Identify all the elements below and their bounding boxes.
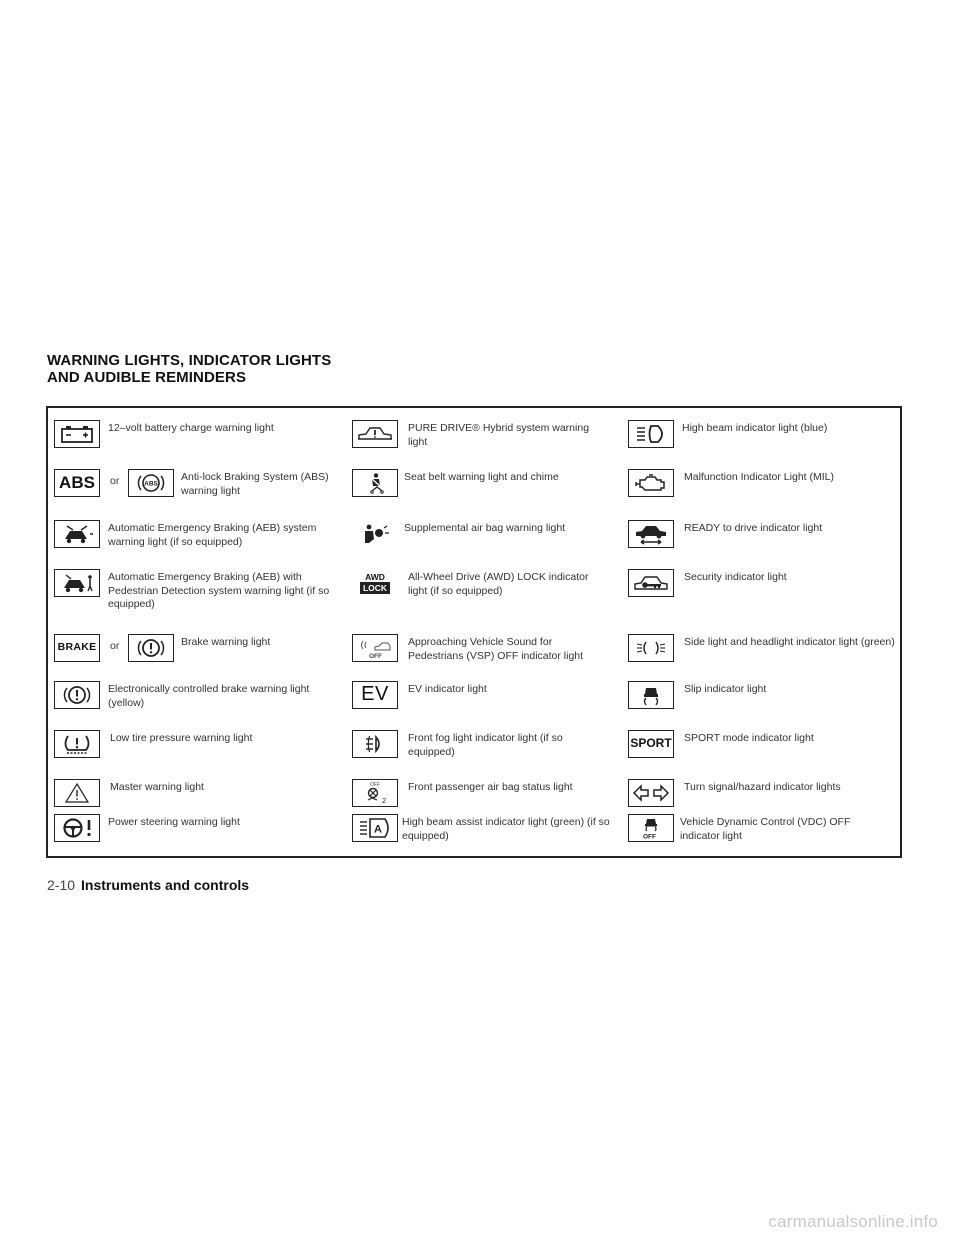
entry-ready: [628, 520, 898, 560]
entry-hybrid-warning: [352, 420, 612, 460]
entry-high-beam: [628, 420, 898, 460]
abs-text-icon: [54, 469, 100, 497]
entry-label: Approaching Vehicle Sound for Pedestrians (VSP) OFF indicator light: [408, 636, 584, 662]
tire-pressure-icon: [54, 730, 100, 758]
entry-security: [628, 569, 898, 609]
entry-seat-belt: [352, 469, 612, 509]
entry-fog-light: [352, 730, 612, 770]
page-footer: [47, 877, 249, 893]
air-bag-icon: [352, 520, 398, 548]
svg-text:2: 2: [382, 796, 387, 805]
ev-icon: [352, 681, 398, 709]
entry-label: Vehicle Dynamic Control (VDC) OFF indicator light: [680, 816, 851, 842]
entry-passenger-airbag: [352, 779, 612, 819]
entry-label: EV indicator light: [408, 683, 487, 695]
entry-high-beam-assist: [352, 814, 622, 854]
engine-icon: [628, 469, 674, 497]
entry-sport: [628, 730, 898, 770]
entry-label: High beam indicator light (blue): [682, 422, 828, 434]
entry-label: Security indicator light: [684, 571, 787, 583]
entry-label: Supplemental air bag warning light: [404, 522, 566, 534]
battery-icon: [54, 420, 100, 448]
slip-icon: [628, 681, 674, 709]
entry-label: High beam assist indicator light (green) (if so equipped): [402, 816, 610, 842]
section-title: [47, 352, 331, 386]
entry-power-steering: [54, 814, 344, 854]
power-steering-icon: [54, 814, 100, 842]
svg-text:OFF: OFF: [370, 782, 380, 788]
vsp-off-icon: [352, 634, 398, 662]
brake-text: BRAKE: [57, 641, 97, 654]
brake-circle-icon: [128, 634, 174, 662]
e-brake-icon: [54, 681, 100, 709]
entry-label: Master warning light: [110, 781, 204, 793]
entry-label: Low tire pressure warning light: [110, 732, 253, 744]
entry-label: Electronically controlled brake warning light (yellow): [108, 683, 310, 709]
seat-belt-icon: [352, 469, 398, 497]
hybrid-car-warning-icon: [352, 420, 398, 448]
page-number: 2-10: [47, 877, 76, 893]
entry-label: All-Wheel Drive (AWD) LOCK indicator light (if so equipped): [408, 571, 589, 597]
entry-label: Anti-lock Braking System (ABS) warning light: [181, 471, 329, 497]
watermark: carmanualsonline.info: [768, 1212, 938, 1231]
abs-circle-icon: [128, 469, 174, 497]
entry-label: Seat belt warning light and chime: [404, 471, 559, 483]
entry-label: Malfunction Indicator Light (MIL): [684, 471, 834, 483]
section-title-line-1: WARNING LIGHTS, INDICATOR LIGHTS: [47, 352, 332, 369]
entry-label: SPORT mode indicator light: [684, 732, 814, 744]
abs-text: ABS: [59, 473, 95, 493]
high-beam-icon: [628, 420, 674, 448]
sport-mode-icon: [628, 730, 674, 758]
entry-brake: [54, 634, 344, 674]
entry-label: PURE DRIVE® Hybrid system warning light: [408, 422, 590, 448]
ready-car-icon: [628, 520, 674, 548]
entry-label: Front passenger air bag status light: [408, 781, 573, 793]
brake-text-icon: [54, 634, 100, 662]
entry-label: Power steering warning light: [108, 816, 240, 828]
sport-text: SPORT: [630, 736, 672, 751]
vsp-off-text: OFF: [369, 653, 382, 660]
security-key-icon: [628, 569, 674, 597]
entry-tire-pressure: [54, 730, 344, 770]
entry-vdc-off: [628, 814, 898, 854]
fog-light-icon: [352, 730, 398, 758]
high-beam-assist-icon: [352, 814, 398, 842]
entry-label: Brake warning light: [181, 636, 271, 648]
entry-side-light: [628, 634, 903, 674]
entry-label: Side light and headlight indicator light (green): [684, 636, 895, 648]
svg-text:ABS: ABS: [144, 480, 158, 488]
aeb-pedestrian-icon: [54, 569, 100, 597]
entry-awd-lock: [352, 569, 612, 609]
entry-e-brake: [54, 681, 344, 721]
entry-abs: [54, 469, 344, 509]
warning-lights-panel: [46, 406, 902, 858]
entry-ev: [352, 681, 612, 721]
entry-master-warning: [54, 779, 344, 819]
awd-text: AWD: [365, 572, 385, 582]
side-light-icon: [628, 634, 674, 662]
entry-label: READY to drive indicator light: [684, 522, 823, 534]
master-warning-icon: [54, 779, 100, 807]
section-title-line-2: AND AUDIBLE REMINDERS: [47, 369, 247, 386]
awd-lock-icon: [352, 569, 398, 597]
entry-label: Automatic Emergency Braking (AEB) system warning light (if so equipped): [108, 522, 317, 548]
entry-air-bag: [352, 520, 612, 560]
entry-label: 12–volt battery charge warning light: [108, 422, 274, 434]
entry-aeb: [54, 520, 349, 560]
entry-label: Turn signal/hazard indicator lights: [684, 781, 841, 793]
ev-text: EV: [361, 683, 389, 706]
entry-label: Slip indicator light: [684, 683, 767, 695]
entry-label: Automatic Emergency Braking (AEB) with Pedestrian Detection system warning light (if so equipped): [108, 571, 330, 610]
turn-signal-icon: [628, 779, 674, 807]
svg-text:A: A: [374, 823, 382, 836]
lock-text: LOCK: [360, 582, 390, 594]
entry-battery: [54, 420, 344, 460]
vdc-off-text: OFF: [643, 833, 656, 840]
entry-turn-signal: [628, 779, 898, 819]
entry-mil: [628, 469, 898, 509]
or-text: or: [110, 640, 120, 652]
entry-label: Front fog light indicator light (if so equipped): [408, 732, 563, 758]
entry-vsp-off: [352, 634, 612, 674]
chapter-title: Instruments and controls: [81, 877, 250, 893]
passenger-airbag-icon: [352, 779, 398, 807]
or-text: or: [110, 475, 120, 487]
aeb-icon: [54, 520, 100, 548]
vdc-off-icon: [628, 814, 674, 842]
entry-slip: [628, 681, 898, 721]
entry-aeb-pedestrian: [54, 569, 349, 621]
